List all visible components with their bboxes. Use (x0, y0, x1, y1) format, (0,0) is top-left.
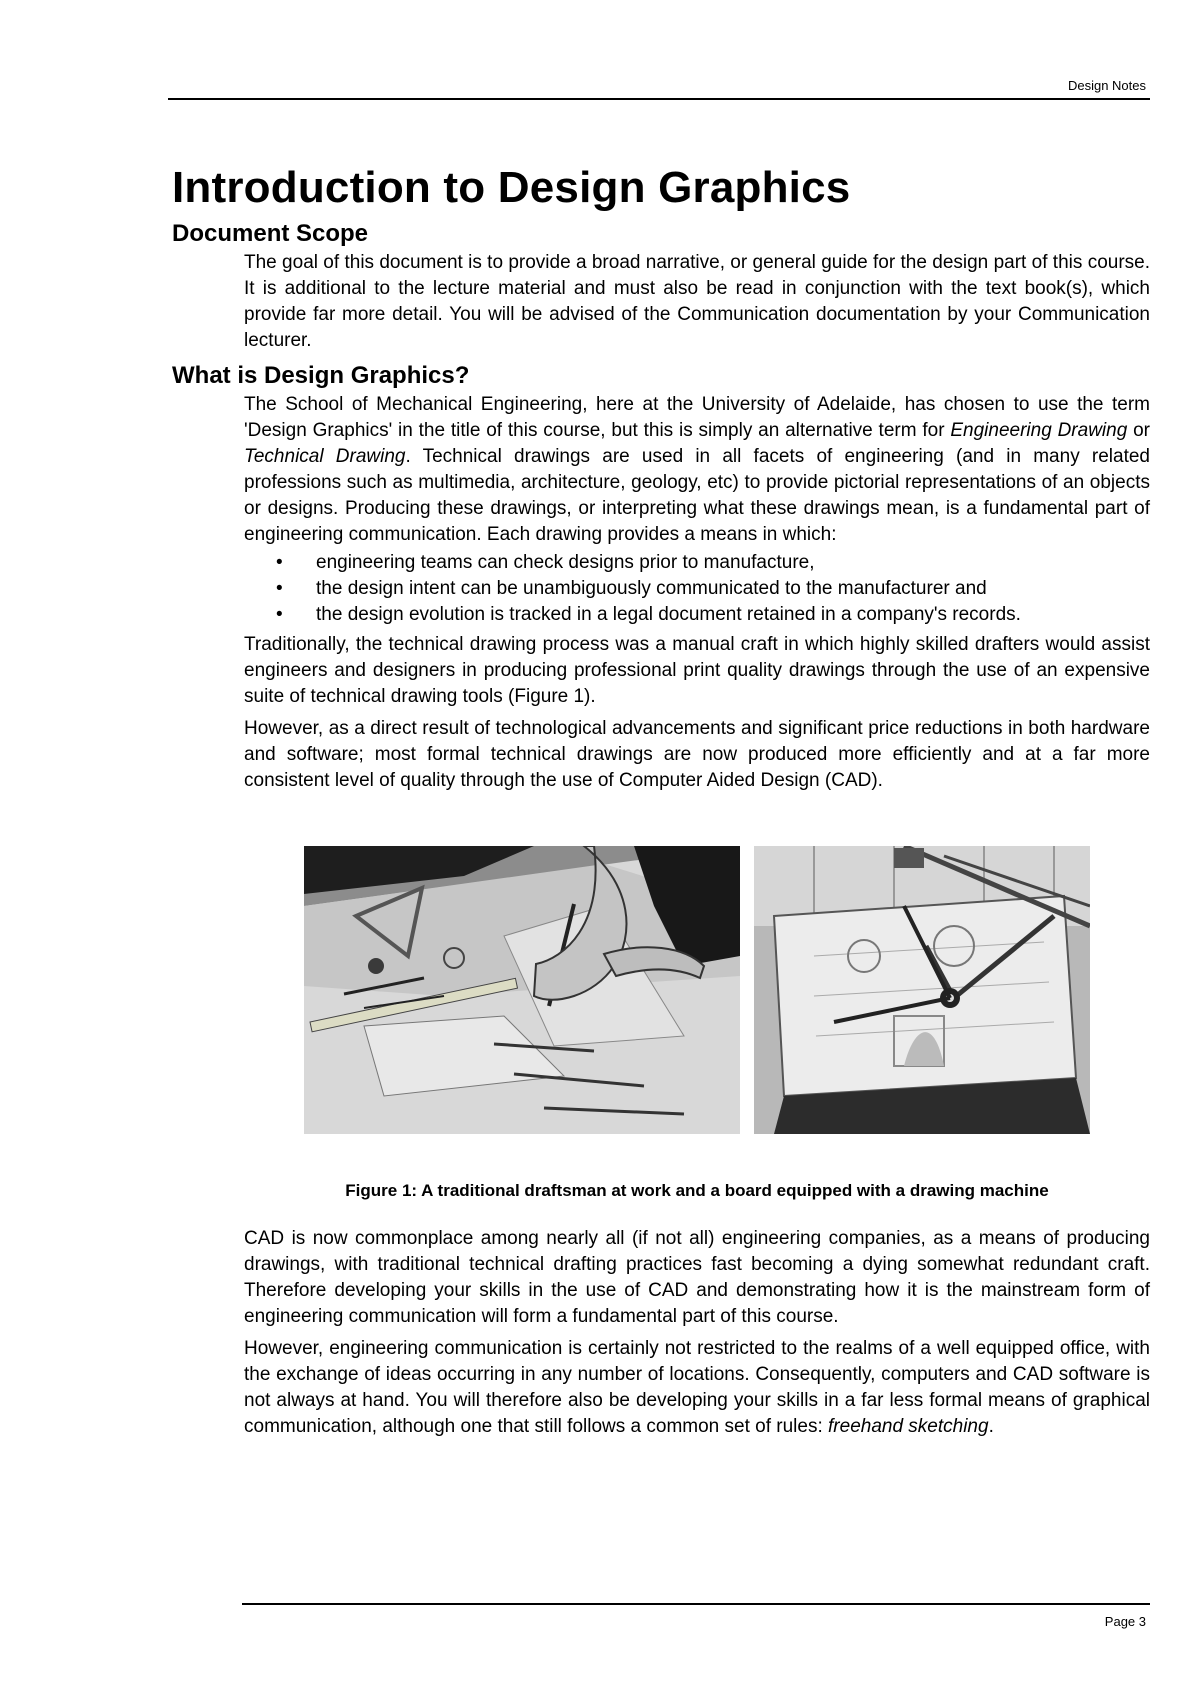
emphasis-engineering-drawing: Engineering Drawing (950, 420, 1128, 441)
drawing-machine-photo-image (754, 846, 1090, 1134)
list-item: • the design intent can be unambiguously communicated to the manufacturer and (244, 576, 1150, 602)
emphasis-freehand-sketching: freehand sketching (828, 1416, 989, 1437)
figure-1 (172, 846, 1150, 1134)
bullet-icon: • (276, 604, 283, 625)
what-paragraph-3: However, as a direct result of technological advancements and significant price reductions in both hardware and software; most formal technical drawings are now produced more efficiently and at a far more consistent level of quality through the use of Computer Aided Design (CAD). (244, 718, 1150, 791)
figure-caption: Figure 1: A traditional draftsman at work and a board equipped with a drawing machine (345, 1181, 1049, 1200)
what-paragraph-1: The School of Mechanical Engineering, here at the University of Adelaide, has chosen to use the term 'Design Graphics' in the title of this course, but this is simply an alternative term for Engineering Drawing or Technical Drawing. Technical drawings are used in all facets of engineering (and in many related professions such as multimedia, architecture, geology, etc) to provide pictorial representations of an objects or designs. Producing these drawings, or interpreting what these drawings mean, is a fundamental part of engineering communication. Each drawing provides a means in which: (244, 394, 1150, 545)
list-item: • the design evolution is tracked in a legal document retained in a company's records. (244, 602, 1150, 628)
section-heading-scope: Document Scope (172, 220, 369, 247)
what-paragraph-5: However, engineering communication is certainly not restricted to the realms of a well equipped office, with the exchange of ideas occurring in any number of locations. Consequently, computers and CAD software is not always at hand. You will therefore also be developing your skills in a far less formal means of graphical communication, although one that still follows a common set of rules: freehand sketching. (244, 1338, 1150, 1437)
running-header (168, 78, 1150, 100)
bullet-icon: • (276, 578, 283, 599)
what-paragraph-4: CAD is now commonplace among nearly all (if not all) engineering companies, as a means of producing drawings, with traditional technical drafting practices fast becoming a dying somewhat redundant craft. Therefore developing your skills in the use of CAD and demonstrating how it is the mainstream form of engineering communication will form a fundamental part of this course. (244, 1228, 1150, 1327)
section-body-what (244, 392, 1150, 794)
page-number: Page 3 (1104, 1614, 1146, 1629)
drawing-purpose-list (244, 550, 1150, 628)
running-footer (242, 1603, 1150, 1629)
section-body-cad (244, 1226, 1150, 1440)
page-content (172, 160, 1150, 1440)
what-paragraph-2: Traditionally, the technical drawing process was a manual craft in which highly skilled drafters would assist engineers and designers in producing professional print quality drawings through the use of an expensive suite of technical drawing tools (Figure 1). (244, 634, 1150, 707)
section-body-scope (244, 250, 1150, 354)
drawing-machine-photo (754, 846, 1090, 1134)
list-item: • engineering teams can check designs prior to manufacture, (244, 550, 1150, 576)
scope-paragraph: The goal of this document is to provide a broad narrative, or general guide for the design part of this course. It is additional to the lecture material and must also be read in conjunction with the text book(s), which provide far more detail. You will be advised of the Communication documentation by your Communication lecturer. (244, 252, 1150, 351)
section-heading-what: What is Design Graphics? (172, 362, 470, 389)
bullet-icon: • (276, 552, 283, 573)
draftsman-photo-image (304, 846, 740, 1134)
running-header-title: Design Notes (1067, 78, 1146, 93)
draftsman-photo (304, 846, 740, 1134)
page-title: Introduction to Design Graphics (172, 163, 851, 212)
emphasis-technical-drawing: Technical Drawing (244, 446, 406, 467)
